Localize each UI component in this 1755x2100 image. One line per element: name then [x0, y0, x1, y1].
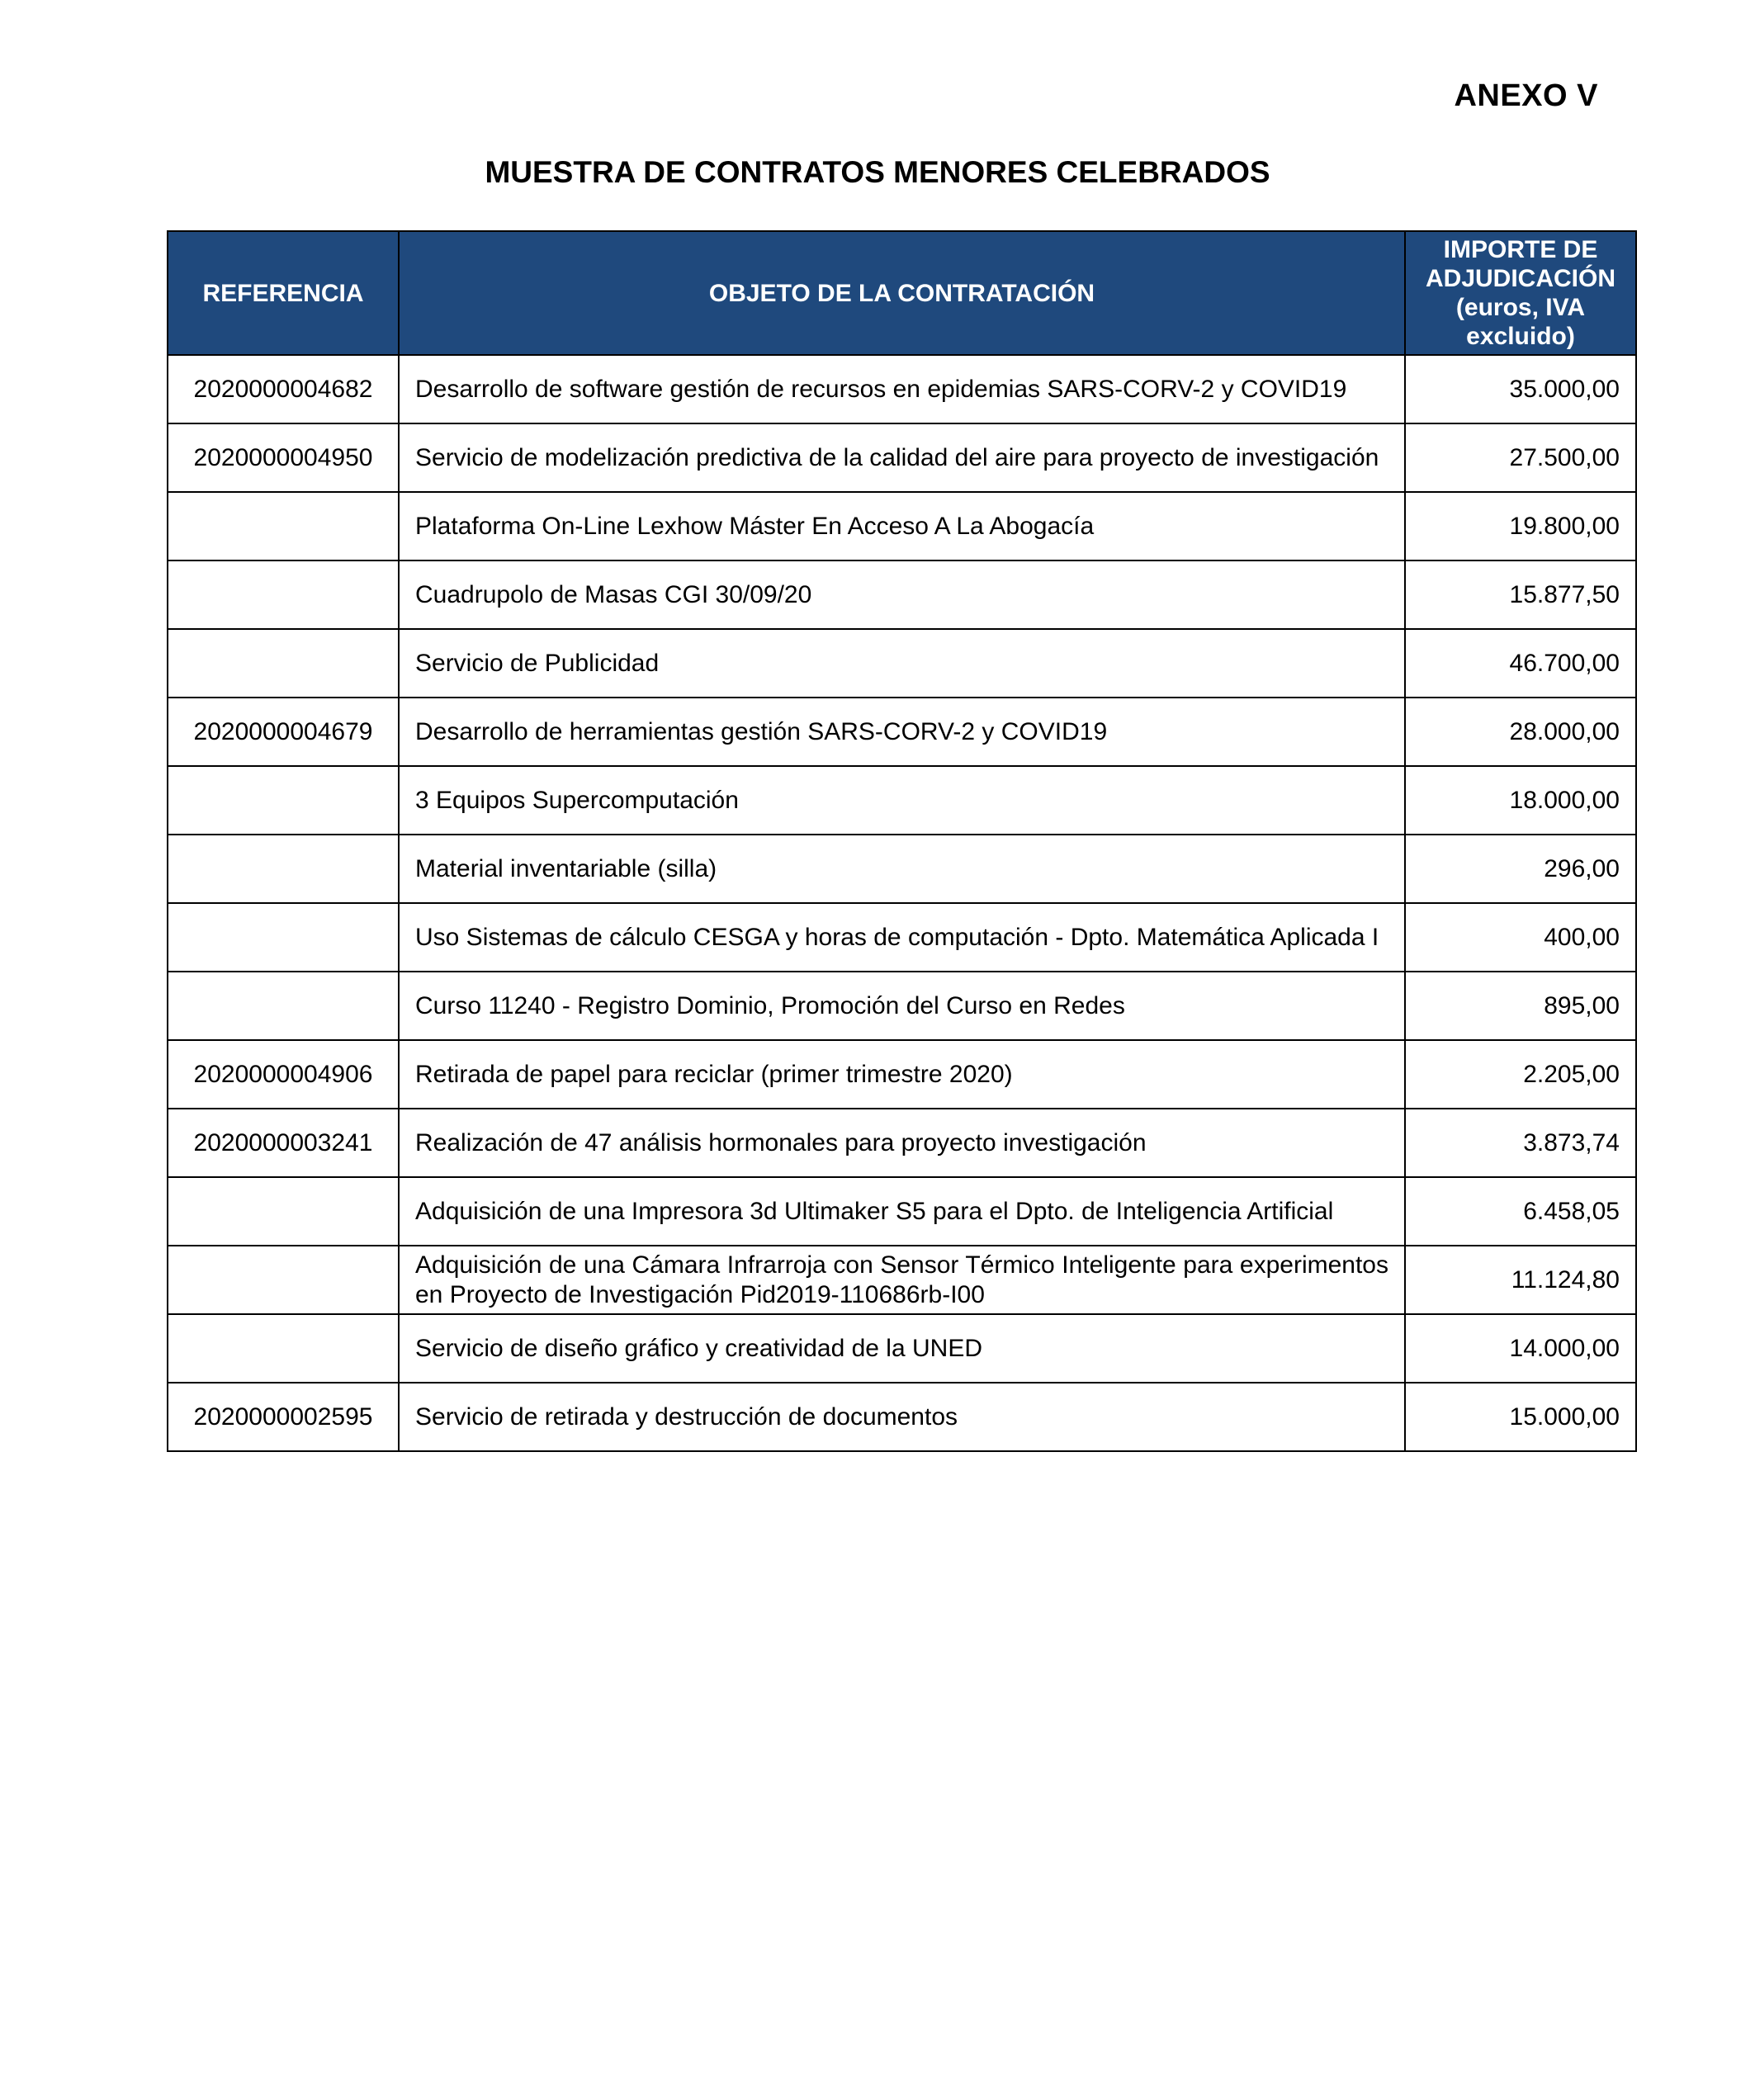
cell-importe: 27.500,00: [1405, 423, 1636, 492]
cell-objeto: Uso Sistemas de cálculo CESGA y horas de computación - Dpto. Matemática Aplicada I: [399, 903, 1405, 972]
table-row: [168, 355, 1636, 423]
contracts-table: [167, 230, 1637, 1452]
header-row: [168, 231, 1636, 355]
cell-objeto: Servicio de retirada y destrucción de documentos: [399, 1383, 1405, 1451]
cell-importe: 6.458,05: [1405, 1177, 1636, 1246]
table-row: [168, 1177, 1636, 1246]
table-row: [168, 629, 1636, 698]
cell-referencia: [168, 1314, 399, 1383]
table-row: [168, 492, 1636, 560]
cell-referencia: [168, 1177, 399, 1246]
cell-referencia: 2020000004950: [168, 423, 399, 492]
header-referencia: REFERENCIA: [168, 231, 399, 355]
cell-objeto: Retirada de papel para reciclar (primer trimestre 2020): [399, 1040, 1405, 1109]
cell-referencia: 2020000004682: [168, 355, 399, 423]
cell-importe: 400,00: [1405, 903, 1636, 972]
cell-importe: 46.700,00: [1405, 629, 1636, 698]
table-row: [168, 698, 1636, 766]
table-row: [168, 1383, 1636, 1451]
cell-referencia: 2020000002595: [168, 1383, 399, 1451]
cell-objeto: Servicio de Publicidad: [399, 629, 1405, 698]
table-row: [168, 560, 1636, 629]
table-row: [168, 972, 1636, 1040]
cell-referencia: [168, 629, 399, 698]
cell-importe: 2.205,00: [1405, 1040, 1636, 1109]
cell-importe: 14.000,00: [1405, 1314, 1636, 1383]
document-title: MUESTRA DE CONTRATOS MENORES CELEBRADOS: [485, 155, 1270, 189]
cell-objeto: Cuadrupolo de Masas CGI 30/09/20: [399, 560, 1405, 629]
cell-importe: 11.124,80: [1405, 1246, 1636, 1314]
cell-importe: 18.000,00: [1405, 766, 1636, 835]
table-row: [168, 423, 1636, 492]
table-row: [168, 903, 1636, 972]
table-row: [168, 1109, 1636, 1177]
cell-objeto: Adquisición de una Cámara Infrarroja con Sensor Térmico Inteligente para experimentos en Proyecto de Investigación Pid2019-110686rb-I00: [399, 1246, 1405, 1314]
cell-objeto: Material inventariable (silla): [399, 835, 1405, 903]
cell-importe: 35.000,00: [1405, 355, 1636, 423]
table-row: [168, 766, 1636, 835]
table-row: [168, 1246, 1636, 1314]
cell-objeto: Plataforma On-Line Lexhow Máster En Acceso A La Abogacía: [399, 492, 1405, 560]
cell-objeto: Servicio de modelización predictiva de la calidad del aire para proyecto de investigación: [399, 423, 1405, 492]
table-row: [168, 1040, 1636, 1109]
cell-referencia: 2020000003241: [168, 1109, 399, 1177]
cell-referencia: [168, 766, 399, 835]
table-row: [168, 1314, 1636, 1383]
cell-referencia: [168, 492, 399, 560]
cell-referencia: 2020000004679: [168, 698, 399, 766]
cell-referencia: [168, 972, 399, 1040]
table-body: [168, 355, 1636, 1451]
cell-objeto: Desarrollo de herramientas gestión SARS-CORV-2 y COVID19: [399, 698, 1405, 766]
cell-importe: 28.000,00: [1405, 698, 1636, 766]
cell-importe: 296,00: [1405, 835, 1636, 903]
header-objeto: OBJETO DE LA CONTRATACIÓN: [399, 231, 1405, 355]
cell-referencia: [168, 1246, 399, 1314]
cell-importe: 15.000,00: [1405, 1383, 1636, 1451]
cell-objeto: 3 Equipos Supercomputación: [399, 766, 1405, 835]
cell-objeto: Desarrollo de software gestión de recursos en epidemias SARS-CORV-2 y COVID19: [399, 355, 1405, 423]
cell-importe: 15.877,50: [1405, 560, 1636, 629]
cell-objeto: Adquisición de una Impresora 3d Ultimaker S5 para el Dpto. de Inteligencia Artificial: [399, 1177, 1405, 1246]
cell-importe: 895,00: [1405, 972, 1636, 1040]
cell-referencia: [168, 903, 399, 972]
cell-objeto: Servicio de diseño gráfico y creatividad de la UNED: [399, 1314, 1405, 1383]
cell-importe: 19.800,00: [1405, 492, 1636, 560]
cell-referencia: [168, 835, 399, 903]
cell-importe: 3.873,74: [1405, 1109, 1636, 1177]
table-row: [168, 835, 1636, 903]
table-header: [168, 231, 1636, 355]
cell-referencia: [168, 560, 399, 629]
cell-objeto: Curso 11240 - Registro Dominio, Promoción del Curso en Redes: [399, 972, 1405, 1040]
header-importe: IMPORTE DE ADJUDICACIÓN (euros, IVA excluido): [1405, 231, 1636, 355]
cell-referencia: 2020000004906: [168, 1040, 399, 1109]
annex-label: ANEXO V: [1454, 78, 1598, 113]
cell-objeto: Realización de 47 análisis hormonales para proyecto investigación: [399, 1109, 1405, 1177]
